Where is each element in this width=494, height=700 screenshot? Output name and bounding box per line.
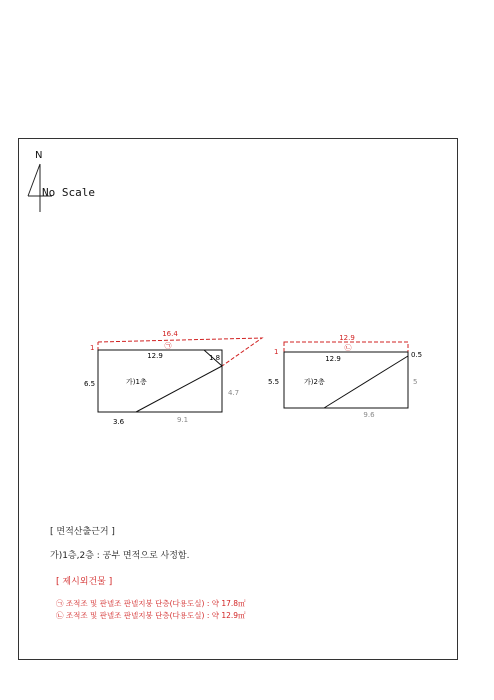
exclusion-item: ㉠ 조적조 및 판넬조 판넬지붕 단층(다용도실) : 약 17.8㎡ bbox=[56, 599, 246, 608]
exclusions-heading: [ 제시외건물 ] bbox=[56, 577, 113, 587]
building-b-top-inner: 12.9 bbox=[325, 355, 341, 363]
building-a-floor-label: 가)1층 bbox=[126, 378, 147, 386]
building-b-diagonal bbox=[324, 356, 408, 408]
building-b-left-offset: 1 bbox=[274, 348, 279, 356]
basis-heading: [ 면적산출근거 ] bbox=[50, 527, 115, 537]
building-a-plan bbox=[84, 330, 262, 426]
building-b-right-step: 0.5 bbox=[411, 351, 423, 359]
building-b-top-total: 12.9 bbox=[339, 334, 355, 342]
building-a-right-step: 1.8 bbox=[209, 354, 221, 362]
building-b-plan bbox=[268, 334, 422, 419]
building-a-left-offset: 1 bbox=[90, 344, 95, 352]
building-a-right-side: 4.7 bbox=[228, 389, 240, 397]
building-b-extension-mark: ㉡ bbox=[344, 344, 352, 352]
building-a-top-total: 16.4 bbox=[162, 330, 178, 338]
building-a-bottom-right: 9.1 bbox=[177, 416, 189, 424]
building-b-bottom: 9.6 bbox=[363, 411, 375, 419]
scale-label: No Scale bbox=[42, 186, 95, 199]
building-b-floor-label: 가)2층 bbox=[304, 378, 325, 386]
building-a-top-inner: 12.9 bbox=[147, 352, 163, 360]
north-label: N bbox=[35, 150, 43, 161]
building-b-outline bbox=[284, 352, 408, 408]
building-a-extension-mark: ㉠ bbox=[164, 342, 172, 350]
building-a-bottom-left: 3.6 bbox=[113, 418, 125, 426]
building-a-left-side: 6.5 bbox=[84, 380, 96, 388]
building-b-left-side: 5.5 bbox=[268, 378, 280, 386]
building-a-extension-outline bbox=[98, 338, 262, 366]
exclusion-item: ㉡ 조적조 및 판넬조 판넬지붕 단층(다용도실) : 약 12.9㎡ bbox=[56, 611, 246, 620]
building-a-diagonal bbox=[136, 366, 222, 412]
building-b-right-side: 5 bbox=[413, 378, 418, 386]
basis-text: 가)1층,2층 : 공부 면적으로 사정함. bbox=[50, 551, 190, 561]
